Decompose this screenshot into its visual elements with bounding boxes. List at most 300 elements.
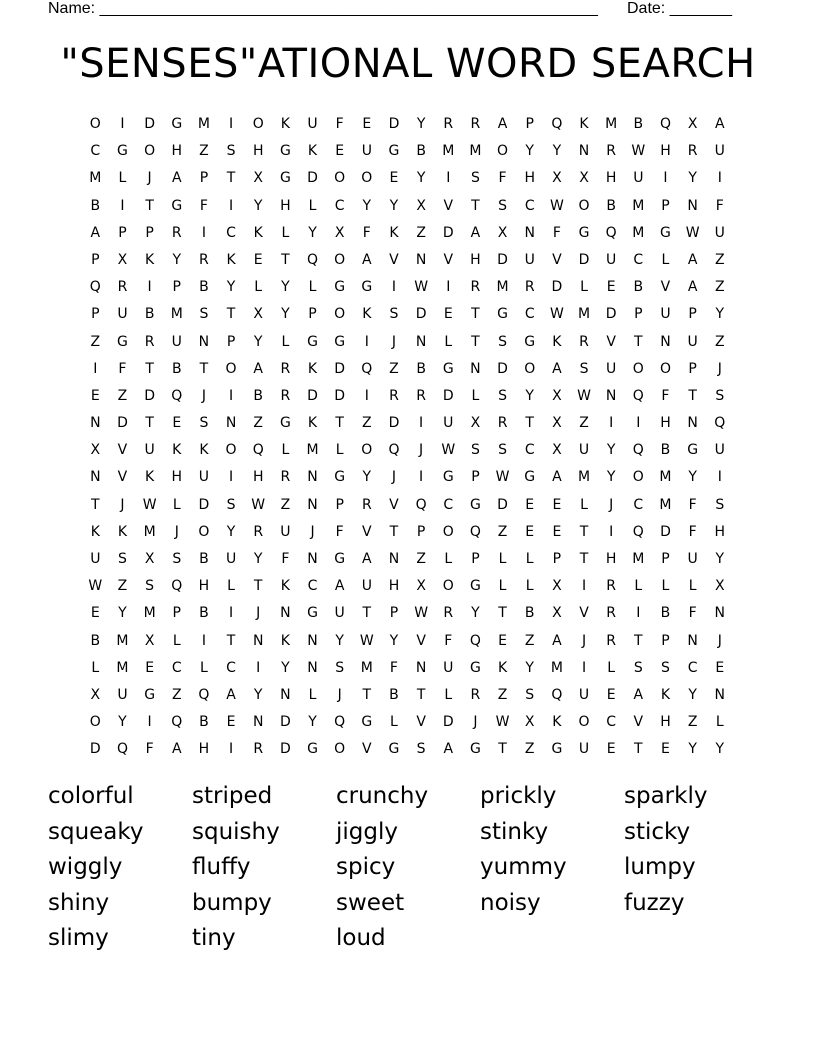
grid-letter[interactable]: Y — [606, 442, 616, 459]
grid-letter[interactable]: Z — [90, 333, 101, 350]
grid-letter[interactable]: B — [90, 632, 101, 649]
grid-letter[interactable]: A — [362, 551, 373, 567]
grid-letter[interactable]: L — [525, 578, 535, 595]
grid-letter[interactable]: G — [279, 415, 292, 432]
grid-letter[interactable]: R — [470, 116, 481, 132]
grid-letter[interactable]: P — [688, 306, 698, 323]
grid-letter[interactable]: U — [687, 333, 699, 350]
grid-letter[interactable]: L — [607, 659, 616, 676]
name-field-label[interactable]: Name: ________________________________________________________ — [48, 0, 598, 17]
grid-letter[interactable]: O — [225, 360, 238, 377]
grid-letter[interactable]: B — [144, 306, 155, 323]
grid-letter[interactable]: U — [578, 686, 590, 703]
grid-letter[interactable]: Y — [118, 605, 128, 622]
grid-letter[interactable]: M — [116, 632, 129, 649]
grid-letter[interactable]: R — [579, 333, 590, 350]
grid-letter[interactable]: T — [199, 360, 209, 377]
grid-letter[interactable]: L — [390, 714, 399, 731]
grid-letter[interactable]: Y — [389, 632, 399, 649]
grid-letter[interactable]: P — [525, 116, 535, 132]
grid-letter[interactable]: Z — [687, 714, 698, 731]
grid-letter[interactable]: F — [118, 360, 127, 377]
grid-letter[interactable]: C — [687, 659, 698, 676]
grid-letter[interactable]: H — [171, 469, 183, 486]
grid-letter[interactable]: B — [660, 442, 671, 459]
grid-letter[interactable]: P — [389, 605, 399, 622]
grid-letter[interactable]: W — [549, 197, 565, 214]
grid-letter[interactable]: Y — [715, 741, 725, 758]
grid-letter[interactable]: B — [90, 197, 101, 214]
grid-letter[interactable]: G — [660, 224, 672, 241]
grid-letter[interactable]: X — [144, 551, 155, 567]
grid-letter[interactable]: D — [334, 387, 346, 404]
grid-letter[interactable]: L — [498, 578, 507, 595]
grid-letter[interactable]: O — [578, 197, 591, 214]
grid-letter[interactable]: O — [334, 306, 346, 323]
grid-letter[interactable]: N — [415, 659, 427, 676]
grid-letter[interactable]: Q — [171, 578, 183, 595]
grid-letter[interactable]: K — [389, 224, 400, 241]
grid-letter[interactable]: J — [337, 686, 343, 703]
grid-letter[interactable]: X — [416, 197, 427, 214]
grid-letter[interactable]: A — [687, 251, 698, 268]
grid-letter[interactable]: C — [606, 714, 617, 731]
grid-letter[interactable]: P — [335, 496, 345, 513]
grid-letter[interactable]: K — [117, 523, 128, 540]
grid-letter[interactable]: X — [552, 578, 563, 595]
grid-letter[interactable]: R — [171, 224, 183, 241]
grid-letter[interactable]: M — [632, 551, 645, 567]
grid-letter[interactable]: S — [335, 659, 345, 676]
grid-letter[interactable]: B — [416, 143, 427, 160]
grid-letter[interactable]: C — [90, 143, 101, 160]
grid-letter[interactable]: L — [172, 632, 182, 649]
grid-letter[interactable]: X — [334, 224, 345, 241]
grid-letter[interactable]: D — [578, 251, 590, 268]
grid-letter[interactable]: R — [389, 387, 400, 404]
grid-letter[interactable]: N — [307, 632, 319, 649]
grid-letter[interactable]: L — [281, 224, 290, 241]
grid-letter[interactable]: Z — [579, 415, 590, 432]
grid-letter[interactable]: D — [279, 741, 292, 758]
grid-letter[interactable]: M — [360, 659, 374, 676]
grid-letter[interactable]: U — [714, 143, 726, 160]
grid-letter[interactable]: O — [442, 523, 455, 540]
grid-letter[interactable]: C — [334, 197, 346, 214]
grid-letter[interactable]: D — [660, 523, 672, 540]
grid-letter[interactable]: L — [471, 387, 480, 404]
grid-letter[interactable]: T — [416, 686, 426, 703]
grid-letter[interactable]: F — [199, 197, 209, 214]
grid-letter[interactable]: I — [581, 659, 587, 676]
grid-letter[interactable]: Q — [306, 251, 319, 268]
grid-letter[interactable]: D — [551, 279, 563, 296]
grid-letter[interactable]: Q — [116, 741, 129, 758]
grid-letter[interactable]: I — [391, 279, 397, 296]
grid-letter[interactable]: U — [606, 360, 617, 377]
grid-letter[interactable]: O — [334, 170, 346, 187]
grid-letter[interactable]: N — [90, 415, 102, 432]
grid-letter[interactable]: Y — [308, 224, 318, 241]
grid-letter[interactable]: Y — [335, 632, 345, 649]
grid-letter[interactable]: Z — [117, 578, 128, 595]
grid-letter[interactable]: R — [361, 496, 373, 513]
grid-letter[interactable]: U — [578, 442, 590, 459]
grid-letter[interactable]: M — [197, 116, 211, 132]
grid-letter[interactable]: U — [144, 442, 156, 459]
grid-letter[interactable]: G — [687, 442, 699, 459]
grid-letter[interactable]: R — [253, 741, 264, 758]
grid-letter[interactable]: W — [495, 714, 510, 731]
grid-letter[interactable]: L — [634, 578, 643, 595]
grid-letter[interactable]: B — [199, 551, 210, 567]
grid-letter[interactable]: V — [362, 741, 373, 758]
grid-letter[interactable]: G — [144, 686, 156, 703]
grid-letter[interactable]: I — [636, 415, 641, 432]
grid-letter[interactable]: C — [307, 578, 318, 595]
grid-letter[interactable]: L — [308, 197, 317, 214]
grid-letter[interactable]: W — [495, 469, 510, 486]
grid-letter[interactable]: A — [552, 360, 563, 377]
grid-letter[interactable]: U — [171, 333, 183, 350]
grid-letter[interactable]: U — [117, 306, 129, 323]
grid-letter[interactable]: I — [201, 224, 207, 241]
grid-letter[interactable]: E — [90, 387, 101, 404]
grid-letter[interactable]: L — [118, 170, 127, 187]
grid-letter[interactable]: R — [253, 523, 264, 540]
grid-letter[interactable]: E — [552, 523, 562, 540]
grid-letter[interactable]: G — [469, 741, 482, 758]
grid-letter[interactable]: K — [660, 686, 671, 703]
grid-letter[interactable]: U — [361, 578, 373, 595]
grid-letter[interactable]: T — [498, 741, 508, 758]
grid-letter[interactable]: U — [443, 415, 454, 432]
grid-letter[interactable]: F — [444, 632, 453, 649]
grid-letter[interactable]: U — [198, 469, 210, 486]
grid-letter[interactable]: J — [391, 469, 397, 486]
grid-letter[interactable]: I — [201, 632, 207, 649]
grid-letter[interactable]: P — [172, 605, 182, 622]
grid-letter[interactable]: S — [579, 360, 589, 377]
grid-letter[interactable]: F — [552, 224, 562, 241]
grid-letter[interactable]: N — [307, 551, 319, 567]
grid-letter[interactable]: X — [552, 442, 563, 459]
grid-letter[interactable]: P — [91, 251, 101, 268]
grid-letter[interactable]: G — [334, 279, 346, 296]
grid-letter[interactable]: A — [226, 686, 237, 703]
grid-letter[interactable]: S — [498, 197, 508, 214]
grid-letter[interactable]: U — [334, 605, 346, 622]
grid-letter[interactable]: S — [633, 659, 644, 676]
grid-letter[interactable]: T — [389, 523, 399, 540]
grid-letter[interactable]: M — [89, 170, 102, 187]
grid-letter[interactable]: L — [661, 578, 670, 595]
grid-letter[interactable]: H — [714, 523, 726, 540]
grid-letter[interactable]: X — [90, 686, 101, 703]
grid-letter[interactable]: J — [717, 632, 723, 649]
grid-letter[interactable]: Q — [171, 387, 183, 404]
grid-letter[interactable]: H — [605, 170, 617, 187]
grid-letter[interactable]: C — [524, 197, 536, 214]
grid-letter[interactable]: X — [470, 415, 481, 432]
grid-letter[interactable]: G — [117, 333, 129, 350]
grid-letter[interactable]: R — [497, 415, 508, 432]
grid-letter[interactable]: U — [280, 523, 291, 540]
grid-letter[interactable]: B — [389, 686, 400, 703]
grid-letter[interactable]: A — [253, 360, 264, 377]
grid-letter[interactable]: N — [660, 333, 672, 350]
grid-letter[interactable]: F — [661, 387, 670, 404]
grid-letter[interactable]: I — [609, 415, 614, 432]
grid-letter[interactable]: N — [687, 632, 699, 649]
grid-letter[interactable]: I — [147, 714, 153, 731]
grid-letter[interactable]: M — [496, 279, 510, 296]
grid-letter[interactable]: S — [525, 686, 535, 703]
grid-letter[interactable]: A — [470, 224, 481, 241]
grid-letter[interactable]: F — [498, 170, 508, 187]
date-field-label[interactable]: Date: _______ — [627, 0, 732, 17]
grid-letter[interactable]: S — [715, 496, 725, 513]
grid-letter[interactable]: M — [550, 659, 564, 676]
grid-letter[interactable]: O — [252, 116, 265, 132]
grid-letter[interactable]: C — [633, 496, 644, 513]
grid-letter[interactable]: T — [226, 306, 236, 323]
grid-letter[interactable]: R — [443, 116, 454, 132]
grid-letter[interactable]: N — [578, 143, 590, 160]
grid-letter[interactable]: S — [172, 551, 182, 567]
grid-letter[interactable]: I — [364, 387, 370, 404]
grid-letter[interactable]: L — [444, 551, 453, 567]
grid-letter[interactable]: I — [229, 469, 234, 486]
grid-letter[interactable]: B — [199, 714, 210, 731]
grid-letter[interactable]: H — [252, 143, 264, 160]
grid-letter[interactable]: R — [470, 279, 481, 296]
grid-letter[interactable]: B — [199, 605, 210, 622]
grid-letter[interactable]: A — [552, 469, 563, 486]
grid-letter[interactable]: O — [225, 442, 238, 459]
grid-letter[interactable]: N — [687, 197, 699, 214]
grid-letter[interactable]: Q — [659, 116, 672, 132]
grid-letter[interactable]: A — [687, 279, 698, 296]
grid-letter[interactable]: S — [226, 143, 237, 160]
grid-letter[interactable]: Z — [497, 523, 508, 540]
grid-letter[interactable]: F — [362, 224, 372, 241]
grid-letter[interactable]: L — [254, 279, 263, 296]
grid-letter[interactable]: Y — [362, 197, 372, 214]
grid-letter[interactable]: G — [578, 224, 590, 241]
grid-letter[interactable]: R — [606, 578, 617, 595]
grid-letter[interactable]: L — [308, 686, 317, 703]
grid-letter[interactable]: W — [631, 143, 646, 160]
grid-letter[interactable]: O — [442, 578, 455, 595]
grid-letter[interactable]: H — [171, 143, 183, 160]
grid-letter[interactable]: B — [633, 116, 644, 132]
grid-letter[interactable]: U — [687, 551, 699, 567]
grid-letter[interactable]: E — [715, 659, 725, 676]
grid-letter[interactable]: G — [361, 714, 373, 731]
grid-letter[interactable]: H — [280, 197, 292, 214]
grid-letter[interactable]: N — [307, 469, 319, 486]
grid-letter[interactable]: P — [471, 469, 481, 486]
grid-letter[interactable]: Q — [198, 686, 210, 703]
grid-letter[interactable]: R — [280, 387, 291, 404]
grid-letter[interactable]: I — [229, 116, 234, 132]
grid-letter[interactable]: X — [253, 306, 264, 323]
grid-letter[interactable]: X — [90, 442, 101, 459]
grid-letter[interactable]: X — [416, 578, 427, 595]
grid-letter[interactable]: I — [229, 605, 234, 622]
grid-letter[interactable]: D — [307, 387, 319, 404]
grid-letter[interactable]: S — [226, 496, 237, 513]
grid-letter[interactable]: T — [226, 170, 236, 187]
grid-letter[interactable]: Z — [714, 333, 726, 350]
grid-letter[interactable]: T — [688, 387, 698, 404]
grid-letter[interactable]: Y — [525, 387, 535, 404]
grid-letter[interactable]: G — [497, 306, 509, 323]
grid-letter[interactable]: I — [581, 578, 587, 595]
grid-letter[interactable]: L — [281, 333, 290, 350]
grid-letter[interactable]: L — [525, 551, 535, 567]
grid-letter[interactable]: H — [470, 251, 482, 268]
grid-letter[interactable]: V — [416, 632, 427, 649]
grid-letter[interactable]: Z — [524, 632, 535, 649]
grid-letter[interactable]: R — [606, 605, 617, 622]
grid-letter[interactable]: I — [419, 415, 424, 432]
grid-letter[interactable]: P — [145, 224, 155, 241]
grid-letter[interactable]: M — [577, 306, 591, 323]
grid-letter[interactable]: W — [359, 632, 375, 649]
grid-letter[interactable]: B — [524, 605, 536, 622]
grid-letter[interactable]: O — [144, 143, 156, 160]
grid-letter[interactable]: H — [524, 170, 536, 187]
grid-letter[interactable]: Z — [253, 415, 264, 432]
grid-letter[interactable]: S — [470, 442, 481, 459]
grid-letter[interactable]: Q — [714, 415, 726, 432]
grid-letter[interactable]: S — [470, 170, 481, 187]
grid-letter[interactable]: N — [415, 333, 427, 350]
grid-letter[interactable]: N — [252, 632, 264, 649]
grid-letter[interactable]: I — [636, 605, 641, 622]
grid-letter[interactable]: X — [144, 632, 155, 649]
grid-letter[interactable]: G — [279, 170, 292, 187]
grid-letter[interactable]: N — [307, 659, 319, 676]
grid-letter[interactable]: M — [577, 469, 591, 486]
grid-letter[interactable]: K — [253, 224, 264, 241]
grid-letter[interactable]: Z — [171, 686, 183, 703]
grid-letter[interactable]: E — [389, 170, 399, 187]
grid-letter[interactable]: D — [497, 360, 509, 377]
grid-letter[interactable]: T — [253, 578, 263, 595]
grid-letter[interactable]: D — [388, 415, 400, 432]
grid-letter[interactable]: L — [715, 714, 725, 731]
grid-letter[interactable]: Q — [171, 714, 183, 731]
grid-letter[interactable]: V — [579, 605, 590, 622]
grid-letter[interactable]: N — [90, 469, 102, 486]
grid-letter[interactable]: Y — [253, 686, 263, 703]
grid-letter[interactable]: U — [307, 116, 319, 132]
grid-letter[interactable]: Y — [416, 116, 426, 132]
grid-letter[interactable]: S — [389, 306, 399, 323]
grid-letter[interactable]: F — [715, 197, 725, 214]
grid-letter[interactable]: I — [147, 279, 153, 296]
grid-letter[interactable]: K — [307, 143, 318, 160]
grid-letter[interactable]: C — [524, 442, 536, 459]
grid-letter[interactable]: A — [171, 741, 183, 758]
grid-letter[interactable]: M — [659, 496, 672, 513]
grid-letter[interactable]: Q — [632, 387, 645, 404]
grid-letter[interactable]: R — [280, 469, 291, 486]
grid-letter[interactable]: C — [171, 659, 183, 676]
grid-letter[interactable]: V — [362, 523, 373, 540]
grid-letter[interactable]: M — [143, 605, 157, 622]
grid-letter[interactable]: Y — [281, 306, 291, 323]
grid-letter[interactable]: P — [661, 197, 671, 214]
grid-letter[interactable]: L — [444, 686, 453, 703]
grid-letter[interactable]: B — [253, 387, 264, 404]
grid-letter[interactable]: J — [581, 632, 587, 649]
grid-letter[interactable]: N — [714, 605, 726, 622]
grid-letter[interactable]: Y — [688, 741, 698, 758]
grid-letter[interactable]: W — [577, 387, 592, 404]
grid-letter[interactable]: Y — [688, 469, 698, 486]
grid-letter[interactable]: J — [174, 523, 180, 540]
grid-letter[interactable]: E — [661, 741, 671, 758]
grid-letter[interactable]: J — [147, 170, 153, 187]
grid-letter[interactable]: U — [443, 659, 454, 676]
grid-letter[interactable]: E — [335, 143, 345, 160]
grid-letter[interactable]: T — [91, 496, 101, 513]
grid-letter[interactable]: G — [388, 741, 400, 758]
grid-letter[interactable]: G — [388, 143, 400, 160]
grid-letter[interactable]: P — [634, 306, 644, 323]
grid-letter[interactable]: O — [497, 143, 509, 160]
grid-letter[interactable]: N — [307, 496, 319, 513]
grid-letter[interactable]: M — [632, 224, 645, 241]
grid-letter[interactable]: T — [498, 605, 508, 622]
grid-letter[interactable]: G — [361, 279, 373, 296]
grid-letter[interactable]: G — [279, 143, 292, 160]
grid-letter[interactable]: D — [279, 714, 292, 731]
grid-letter[interactable]: N — [524, 224, 536, 241]
grid-letter[interactable]: O — [361, 442, 373, 459]
grid-letter[interactable]: I — [256, 659, 261, 676]
grid-letter[interactable]: P — [661, 632, 671, 649]
grid-letter[interactable]: M — [306, 442, 320, 459]
grid-letter[interactable]: G — [524, 333, 536, 350]
grid-letter[interactable]: I — [229, 741, 234, 758]
grid-letter[interactable]: E — [525, 523, 535, 540]
grid-letter[interactable]: P — [91, 306, 101, 323]
grid-letter[interactable]: J — [473, 714, 478, 731]
grid-letter[interactable]: X — [524, 714, 535, 731]
grid-letter[interactable]: D — [307, 170, 319, 187]
grid-letter[interactable]: M — [143, 523, 157, 540]
grid-letter[interactable]: R — [144, 333, 155, 350]
grid-letter[interactable]: G — [334, 551, 346, 567]
grid-letter[interactable]: I — [609, 523, 614, 540]
grid-letter[interactable]: B — [199, 279, 210, 296]
grid-letter[interactable]: H — [198, 578, 210, 595]
grid-letter[interactable]: Y — [226, 523, 236, 540]
grid-letter[interactable]: E — [552, 496, 562, 513]
grid-letter[interactable]: S — [199, 306, 209, 323]
grid-letter[interactable]: D — [198, 496, 210, 513]
grid-letter[interactable]: G — [469, 496, 482, 513]
grid-letter[interactable]: P — [688, 360, 698, 377]
grid-letter[interactable]: Y — [308, 714, 318, 731]
grid-letter[interactable]: T — [335, 415, 345, 432]
grid-letter[interactable]: D — [117, 415, 129, 432]
